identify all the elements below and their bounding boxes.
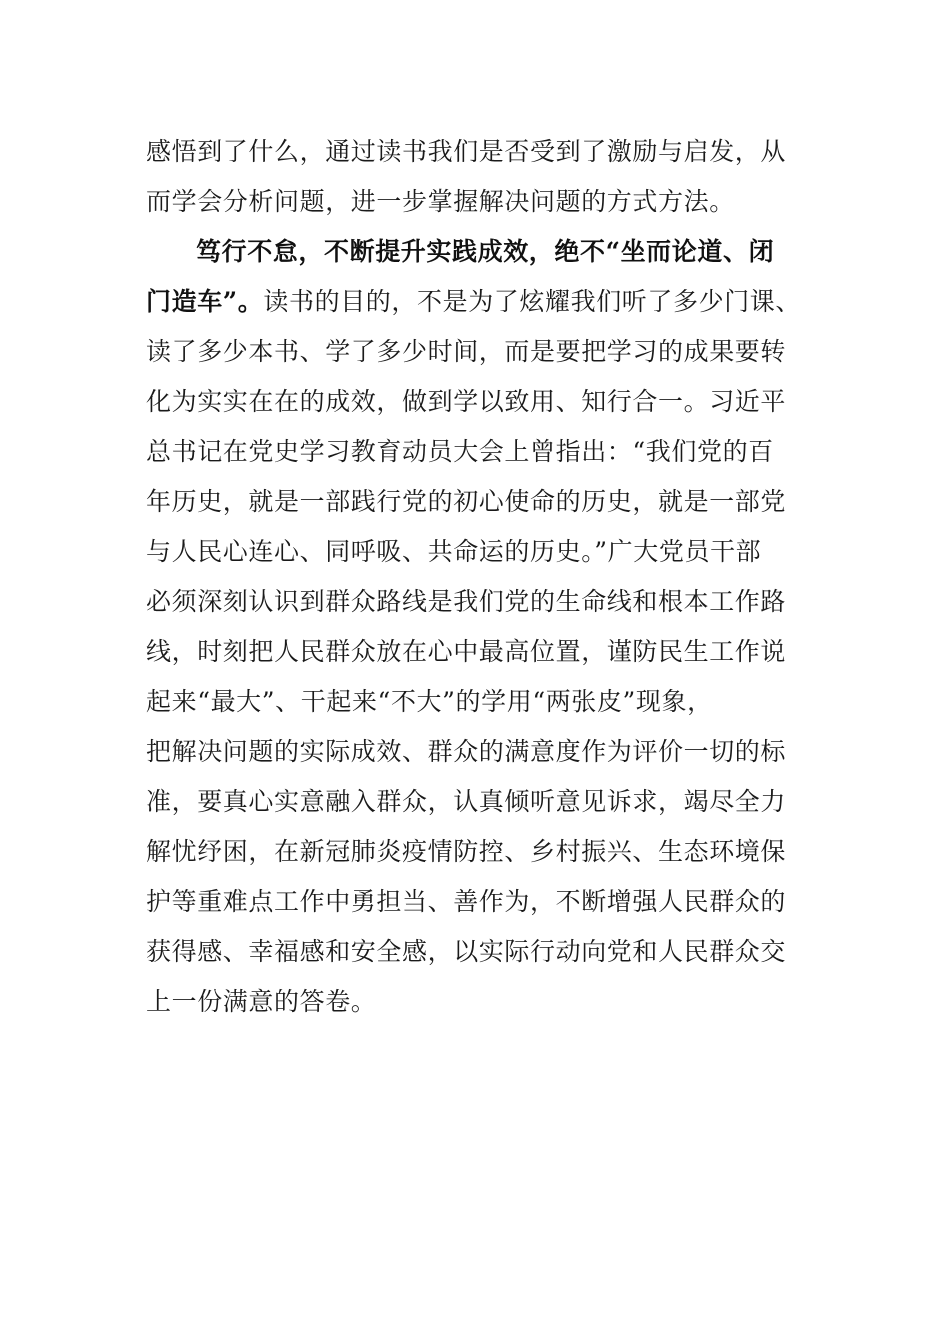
- paragraph-line: 年历史，就是一部践行党的初心使命的历史，就是一部党: [146, 487, 787, 516]
- paragraph-line: 上一份满意的答卷。: [146, 987, 377, 1016]
- paragraph-line: [146, 287, 801, 317]
- paragraph-line: 解忧纾困，在新冠肺炎疫情防控、乡村振兴、生态环境保: [146, 837, 787, 866]
- paragraph-line: 化为实实在在的成效，做到学以致用、知行合一。习近平: [146, 387, 787, 416]
- paragraph-line: 读了多少本书、学了多少时间，而是要把学习的成果要转: [146, 337, 787, 366]
- paragraph-line: 获得感、幸福感和安全感，以实际行动向党和人民群众交: [146, 937, 787, 966]
- paragraph-line: 必须深刻认识到群众路线是我们党的生命线和根本工作路: [146, 587, 787, 616]
- paragraph-heading-line: 笃行不怠，不断提升实践成效，绝不“坐而论道、闭: [196, 237, 775, 266]
- paragraph-line: 线，时刻把人民群众放在心中最高位置，谨防民生工作说: [146, 637, 787, 666]
- paragraph-line: 护等重难点工作中勇担当、善作为，不断增强人民群众的: [146, 887, 787, 916]
- paragraph-line: 把解决问题的实际成效、群众的满意度作为评价一切的标: [146, 737, 787, 766]
- paragraph-line: 总书记在党史学习教育动员大会上曾指出：“我们党的百: [146, 437, 774, 466]
- paragraph-line: 起来“最大”、干起来“不大”的学用“两张皮”现象，: [146, 687, 713, 716]
- paragraph-line: 与人民心连心、同呼吸、共命运的历史。”广大党员干部: [146, 537, 762, 566]
- paragraph-line-text: 读书的目的，不是为了炫耀我们听了多少门课、: [263, 287, 801, 316]
- paragraph-line: 而学会分析问题，进一步掌握解决问题的方式方法。: [146, 187, 735, 216]
- paragraph-line: 感悟到了什么，通过读书我们是否受到了激励与启发，从: [146, 137, 787, 166]
- paragraph-heading-end: 门造车”。: [146, 287, 264, 316]
- paragraph-line: 准，要真心实意融入群众，认真倾听意见诉求，竭尽全力: [146, 787, 787, 816]
